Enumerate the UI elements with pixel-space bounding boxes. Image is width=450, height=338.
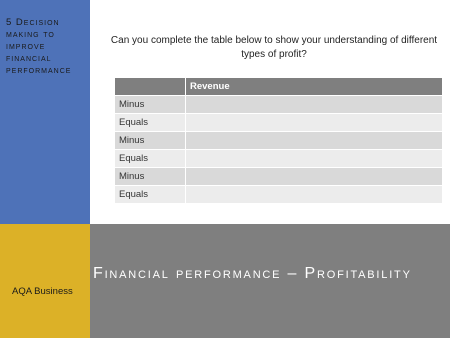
table-row: [115, 150, 443, 168]
table-row: [115, 114, 443, 132]
row-value-cell[interactable]: [186, 132, 443, 150]
row-label: Minus: [115, 96, 186, 114]
row-value-cell[interactable]: [186, 150, 443, 168]
instruction-text: Can you complete the table below to show your understanding of different types of profit?: [110, 35, 438, 60]
row-label: Equals: [115, 114, 186, 132]
table-header-row: [115, 78, 443, 96]
row-value-cell[interactable]: [186, 114, 443, 132]
table-row: [115, 186, 443, 204]
profit-table: [114, 77, 443, 204]
row-value-cell[interactable]: [186, 96, 443, 114]
table-header-blank: [115, 78, 186, 96]
row-value-cell[interactable]: [186, 186, 443, 204]
section-title: 5 Decision making to improve financial performance: [6, 17, 72, 76]
table-row: [115, 96, 443, 114]
row-value-cell[interactable]: [186, 168, 443, 186]
table-header-revenue: Revenue: [186, 78, 443, 96]
sidebar-footer-panel: [0, 224, 90, 338]
course-label: AQA Business: [12, 286, 73, 297]
row-label: Minus: [115, 132, 186, 150]
slide-title: Financial performance – Profitability: [93, 265, 412, 282]
table-row: [115, 132, 443, 150]
row-label: Minus: [115, 168, 186, 186]
table-row: [115, 168, 443, 186]
row-label: Equals: [115, 150, 186, 168]
row-label: Equals: [115, 186, 186, 204]
